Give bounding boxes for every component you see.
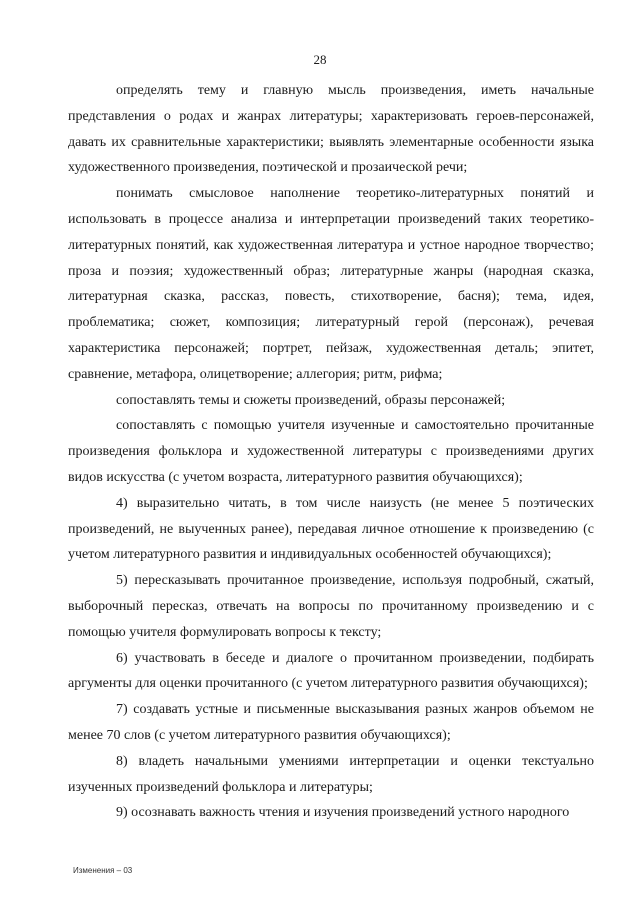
paragraph: 7) создавать устные и письменные высказывания разных жанров объемом не менее 70 слов (с учетом литературного развития обучающихся); — [68, 702, 594, 743]
paragraph: 4) выразительно читать, в том числе наизусть (не менее 5 поэтических произведений, не выученных ранее), передавая личное отношение к произведению (с учетом литературного развития и индивидуальных особенностей обучающихся); — [68, 495, 594, 563]
paragraph: сопоставлять с помощью учителя изученные и самостоятельно прочитанные произведения фольклора и художественной литературы с произведениями других видов искусства (с учетом возраста, литературного развития обучающихся); — [68, 418, 594, 485]
paragraph: 9) осознавать важность чтения и изучения произведений устного народного — [116, 805, 570, 821]
paragraph: определять тему и главную мысль произведения, иметь начальные представления о родах и жанрах литературы; характеризовать героев-персонажей, давать их сравнительные характеристики; выявлять элементарные особенности языка художественного произведения, поэтической и прозаической речи; — [68, 83, 594, 176]
footer-revision-note: Изменения – 03 — [73, 866, 133, 875]
paragraph: 6) участвовать в беседе и диалоге о прочитанном произведении, подбирать аргументы для оценки прочитанного (с учетом литературного развития обучающихся); — [68, 650, 594, 692]
paragraph: 5) пересказывать прочитанное произведение, используя подробный, сжатый, выборочный пересказ, отвечать на вопросы по прочитанному произведению и с помощью учителя формулировать вопросы к тексту; — [68, 573, 594, 640]
paragraph: 8) владеть начальными умениями интерпретации и оценки текстуально изученных произведений фольклора и литературы; — [68, 753, 594, 795]
body-text — [68, 78, 594, 826]
paragraph: сопоставлять темы и сюжеты произведений, образы персонажей; — [116, 392, 506, 408]
page-number: 28 — [313, 52, 327, 67]
paragraph: понимать смысловое наполнение теоретико-литературных понятий и использовать в процессе анализа и интерпретации произведений таких теоретико-литературных понятий, как художественная литература и устное народное творчество; проза и поэзия; художественный образ; литературные жанры (народная сказка, литературная сказка, рассказ, повесть, стихотворение, басня); тема, идея, проблематика; сюжет, композиция; литературный герой (персонаж), речевая характеристика персонажей; портрет, пейзаж, художественная деталь; эпитет, сравнение, метафора, олицетворение; аллегория; ритм, рифма; — [68, 186, 594, 382]
